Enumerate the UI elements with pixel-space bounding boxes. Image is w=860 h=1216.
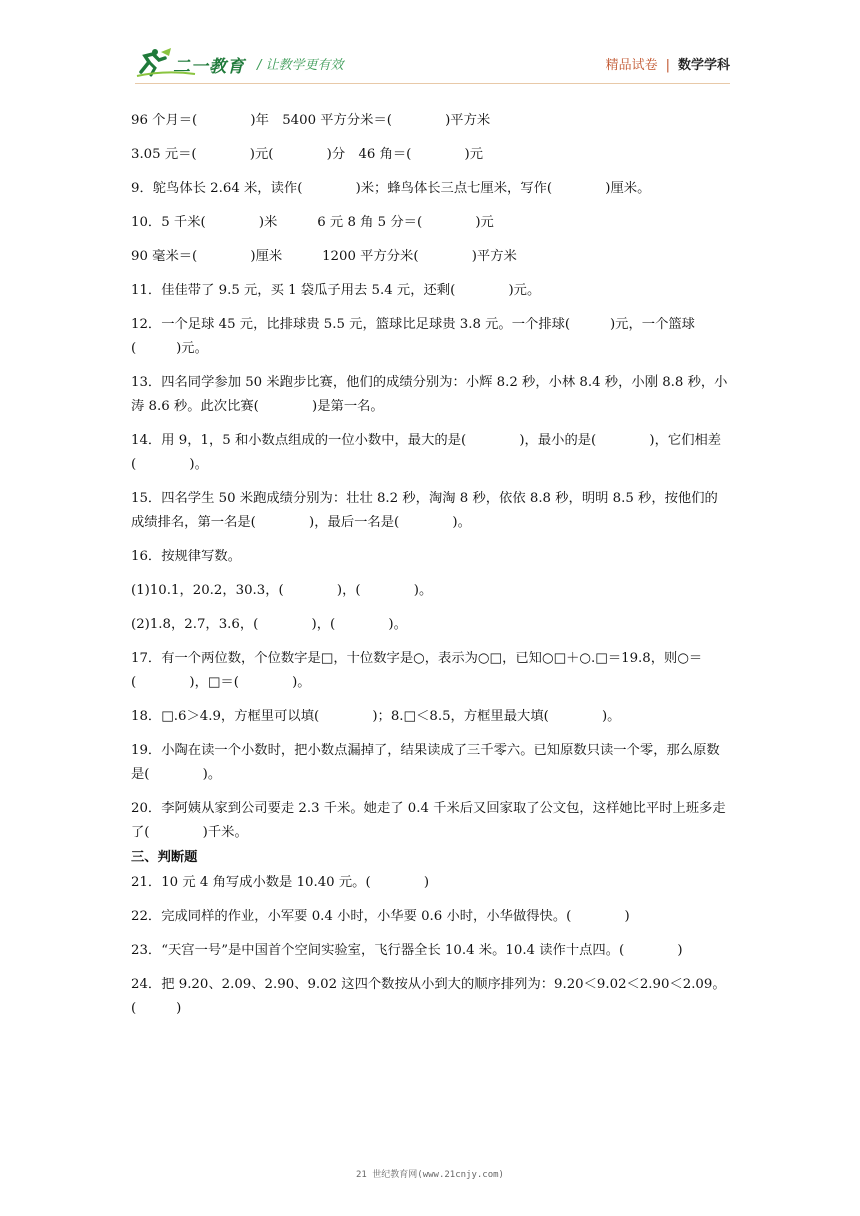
- section-title-judgment: 三、判断题: [131, 850, 198, 865]
- slogan: / 让教学更有效: [257, 58, 344, 73]
- question-line: 16．按规律写数。: [131, 549, 241, 564]
- page-header: [135, 48, 730, 80]
- question-line: 18．□.6＞4.9，方框里可以填( )；8.□＜8.5，方框里最大填( )。: [131, 709, 621, 724]
- separator: |: [665, 58, 670, 73]
- question-paragraph: 14．用 9，1，5 和小数点组成的一位小数中，最大的是( )，最小的是( )，它们相差( )。: [131, 433, 722, 472]
- question-paragraph: 19．小陶在读一个小数时，把小数点漏掉了，结果读成了三千零六。已知原数只读一个零，那么原数是( )。: [131, 743, 720, 782]
- question-paragraph: 12．一个足球 45 元，比排球贵 5.5 元，篮球比足球贵 3.8 元。一个排球( )元，一个篮球( )元。: [131, 317, 695, 356]
- logo-text: 二一教育: [173, 57, 245, 77]
- question-line: 3.05 元＝( )元( )分 46 角＝( )元: [131, 147, 484, 162]
- page-footer: 21 世纪教育网(www.21cnjy.com): [356, 1170, 504, 1180]
- question-line: 90 毫米＝( )厘米 1200 平方分米( )平方米: [131, 249, 517, 264]
- judgment-line: 23．“天宫一号”是中国首个空间实验室，飞行器全长 10.4 米。10.4 读作十点四。( ): [131, 943, 683, 958]
- question-line: (1)10.1，20.2，30.3，( )，( )。: [131, 583, 433, 598]
- question-paragraph: 15．四名学生 50 米跑成绩分别为：壮壮 8.2 秒，淘淘 8 秒，依依 8.8 秒，明明 8.5 秒，按他们的成绩排名，第一名是( )，最后一名是( )。: [131, 491, 718, 530]
- judgment-line: 22．完成同样的作业，小军要 0.4 小时，小华要 0.6 小时，小华做得快。( ): [131, 909, 630, 924]
- question-line: (2)1.8，2.7，3.6，( )，( )。: [131, 617, 407, 632]
- question-line: 11．佳佳带了 9.5 元，买 1 袋瓜子用去 5.4 元，还剩( )元。: [131, 283, 541, 298]
- header-divider: [135, 83, 730, 84]
- question-line: 96 个月＝( )年 5400 平方分米＝( )平方米: [131, 113, 491, 128]
- question-paragraph: 17．有一个两位数，个位数字是□，十位数字是○，表示为○□，已知○□＋○.□＝19.8，则○＝( )，□＝( )。: [131, 651, 703, 690]
- judgment-paragraph: 24．把 9.20、2.09、2.90、9.02 这四个数按从小到大的顺序排列为：9.20＜9.02＜2.90＜2.09。( ): [131, 977, 726, 1016]
- tag-math-subject: 数学学科: [677, 58, 730, 73]
- header-tags: [606, 54, 730, 73]
- question-line: 10．5 千米( )米 6 元 8 角 5 分＝( )元: [131, 215, 494, 230]
- judgment-line: 21．10 元 4 角写成小数是 10.40 元。( ): [131, 875, 430, 890]
- question-paragraph: 13．四名同学参加 50 米跑步比赛，他们的成绩分别为：小辉 8.2 秒，小林 8.4 秒，小刚 8.8 秒，小涛 8.6 秒。此次比赛( )是第一名。: [131, 375, 728, 414]
- tag-premium-paper: 精品试卷: [605, 58, 658, 73]
- question-paragraph: 20．李阿姨从家到公司要走 2.3 千米。她走了 0.4 千米后又回家取了公文包，这样她比平时上班多走了( )千米。: [131, 801, 726, 840]
- question-line: 9．鸵鸟体长 2.64 米，读作( )米；蜂鸟体长三点七厘米，写作( )厘米。: [131, 181, 651, 196]
- question-content: [131, 109, 731, 1031]
